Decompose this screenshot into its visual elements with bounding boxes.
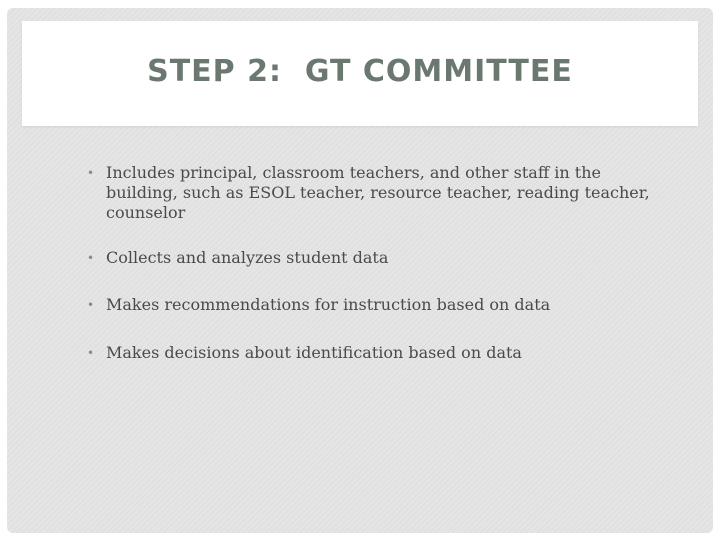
bullet-text: Makes recommendations for instruction based on data (106, 295, 551, 314)
slide-title: STEP 2: GT COMMITTEE (147, 54, 573, 89)
bullet-text: Collects and analyzes student data (106, 248, 389, 267)
bullet-icon: • (87, 166, 95, 180)
bullet-icon: • (87, 346, 95, 360)
bullet-icon: • (87, 251, 95, 265)
bullet-text: Makes decisions about identification based on data (106, 343, 522, 362)
bullet-text: Includes principal, classroom teachers, and other staff in the building, such as ESOL teacher, resource teacher, reading teacher, counselor (106, 163, 650, 222)
bullet-icon: • (87, 298, 95, 312)
